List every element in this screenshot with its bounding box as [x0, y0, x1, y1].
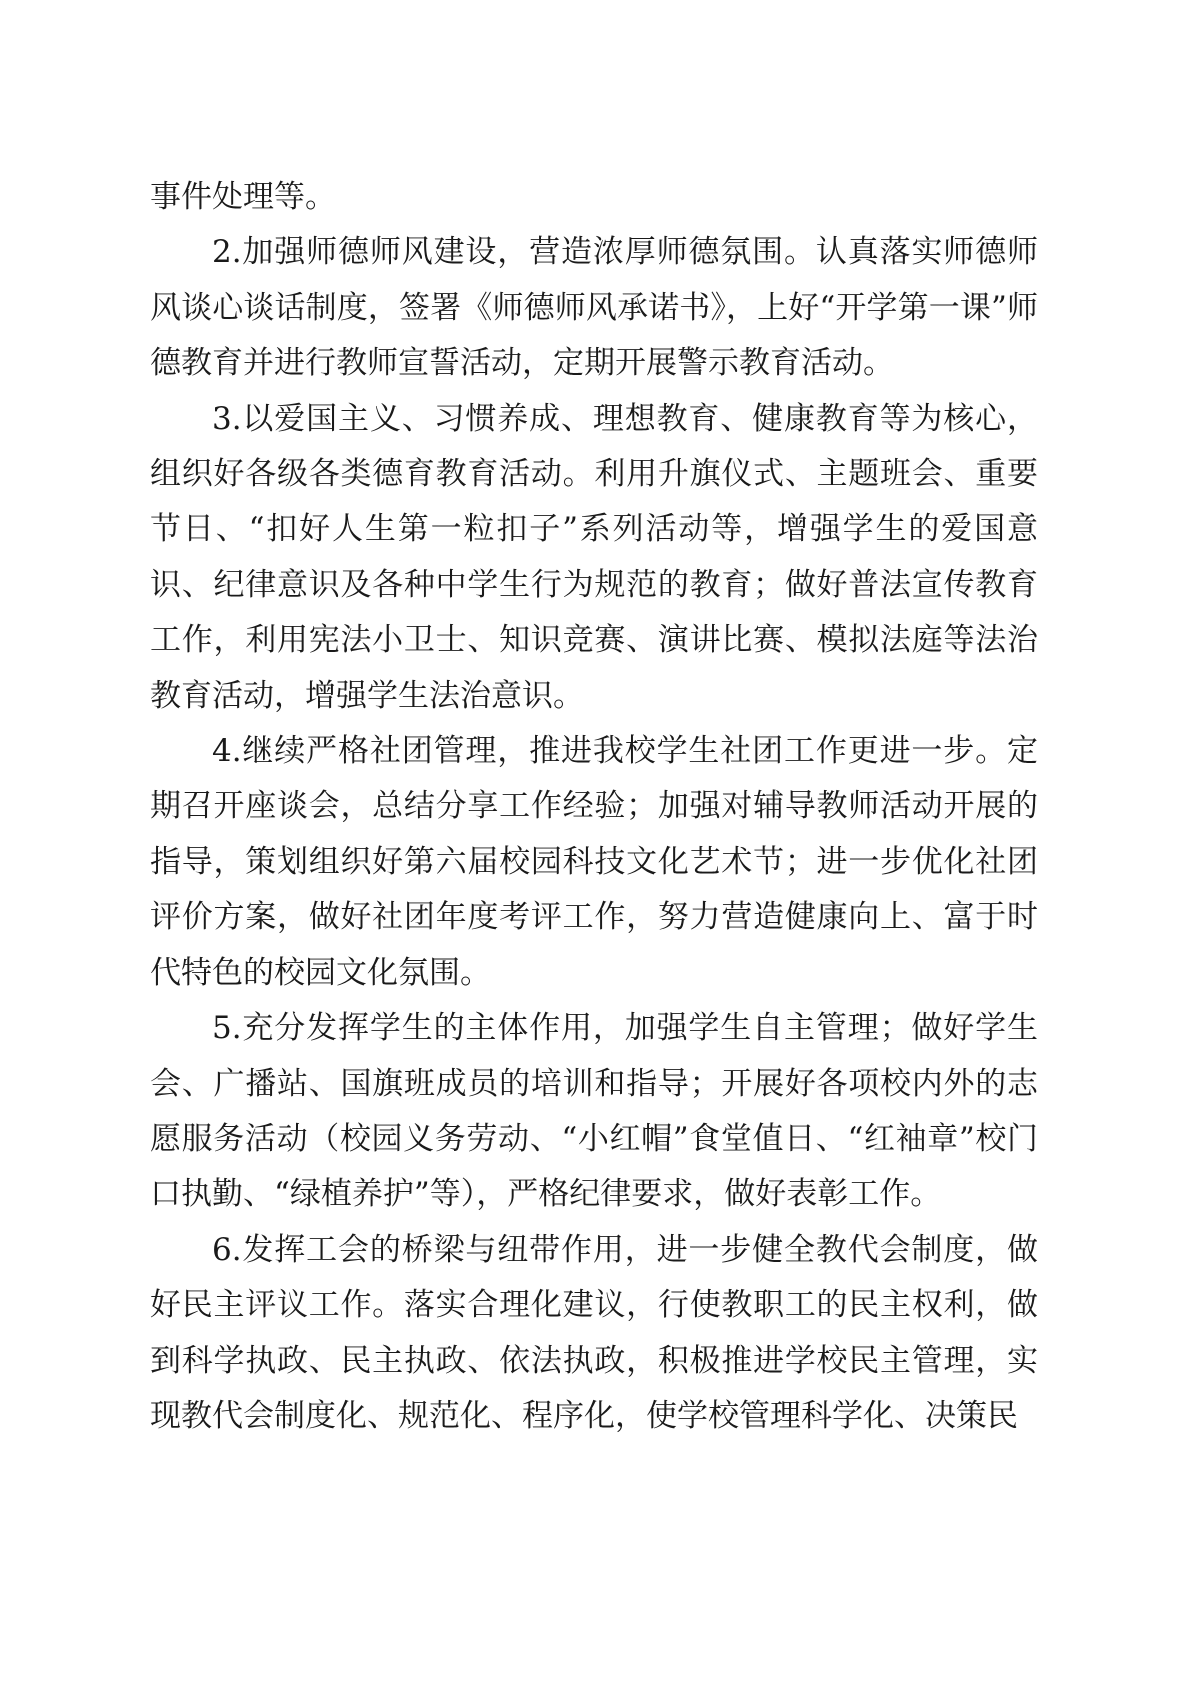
paragraph-item-6: 6.发挥工会的桥梁与纽带作用，进一步健全教代会制度，做好民主评议工作。落实合理化建议，行使教职工的民主权利，做到科学执政、民主执政、依法执政，积极推进学校民主管理，实现教代会制度化、规范化、程序化，使学校管理科学化、决策民 [150, 1231, 1038, 1434]
paragraph-continuation: 事件处理等。 [150, 179, 336, 215]
document-body [150, 170, 1038, 1444]
paragraph-item-3: 3.以爱国主义、习惯养成、理想教育、健康教育等为核心，组织好各级各类德育教育活动。利用升旗仪式、主题班会、重要节日、“扣好人生第一粒扣子”系列活动等，增强学生的爱国意识、纪律意识及各种中学生行为规范的教育；做好普法宣传教育工作，利用宪法小卫士、知识竞赛、演讲比赛、模拟法庭等法治教育活动，增强学生法治意识。 [150, 400, 1038, 714]
paragraph-item-4: 4.继续严格社团管理，推进我校学生社团工作更进一步。定期召开座谈会，总结分享工作经验；加强对辅导教师活动开展的指导，策划组织好第六届校园科技文化艺术节；进一步优化社团评价方案，做好社团年度考评工作，努力营造健康向上、富于时代特色的校园文化氛围。 [150, 733, 1038, 991]
paragraph-item-5: 5.充分发挥学生的主体作用，加强学生自主管理；做好学生会、广播站、国旗班成员的培训和指导；开展好各项校内外的志愿服务活动（校园义务劳动、“小红帽”食堂值日、“红袖章”校门口执勤、“绿植养护”等），严格纪律要求，做好表彰工作。 [150, 1010, 1038, 1213]
paragraph-item-2: 2.加强师德师风建设，营造浓厚师德氛围。认真落实师德师风谈心谈话制度，签署《师德师风承诺书》，上好“开学第一课”师德教育并进行教师宣誓活动，定期开展警示教育活动。 [150, 234, 1038, 382]
